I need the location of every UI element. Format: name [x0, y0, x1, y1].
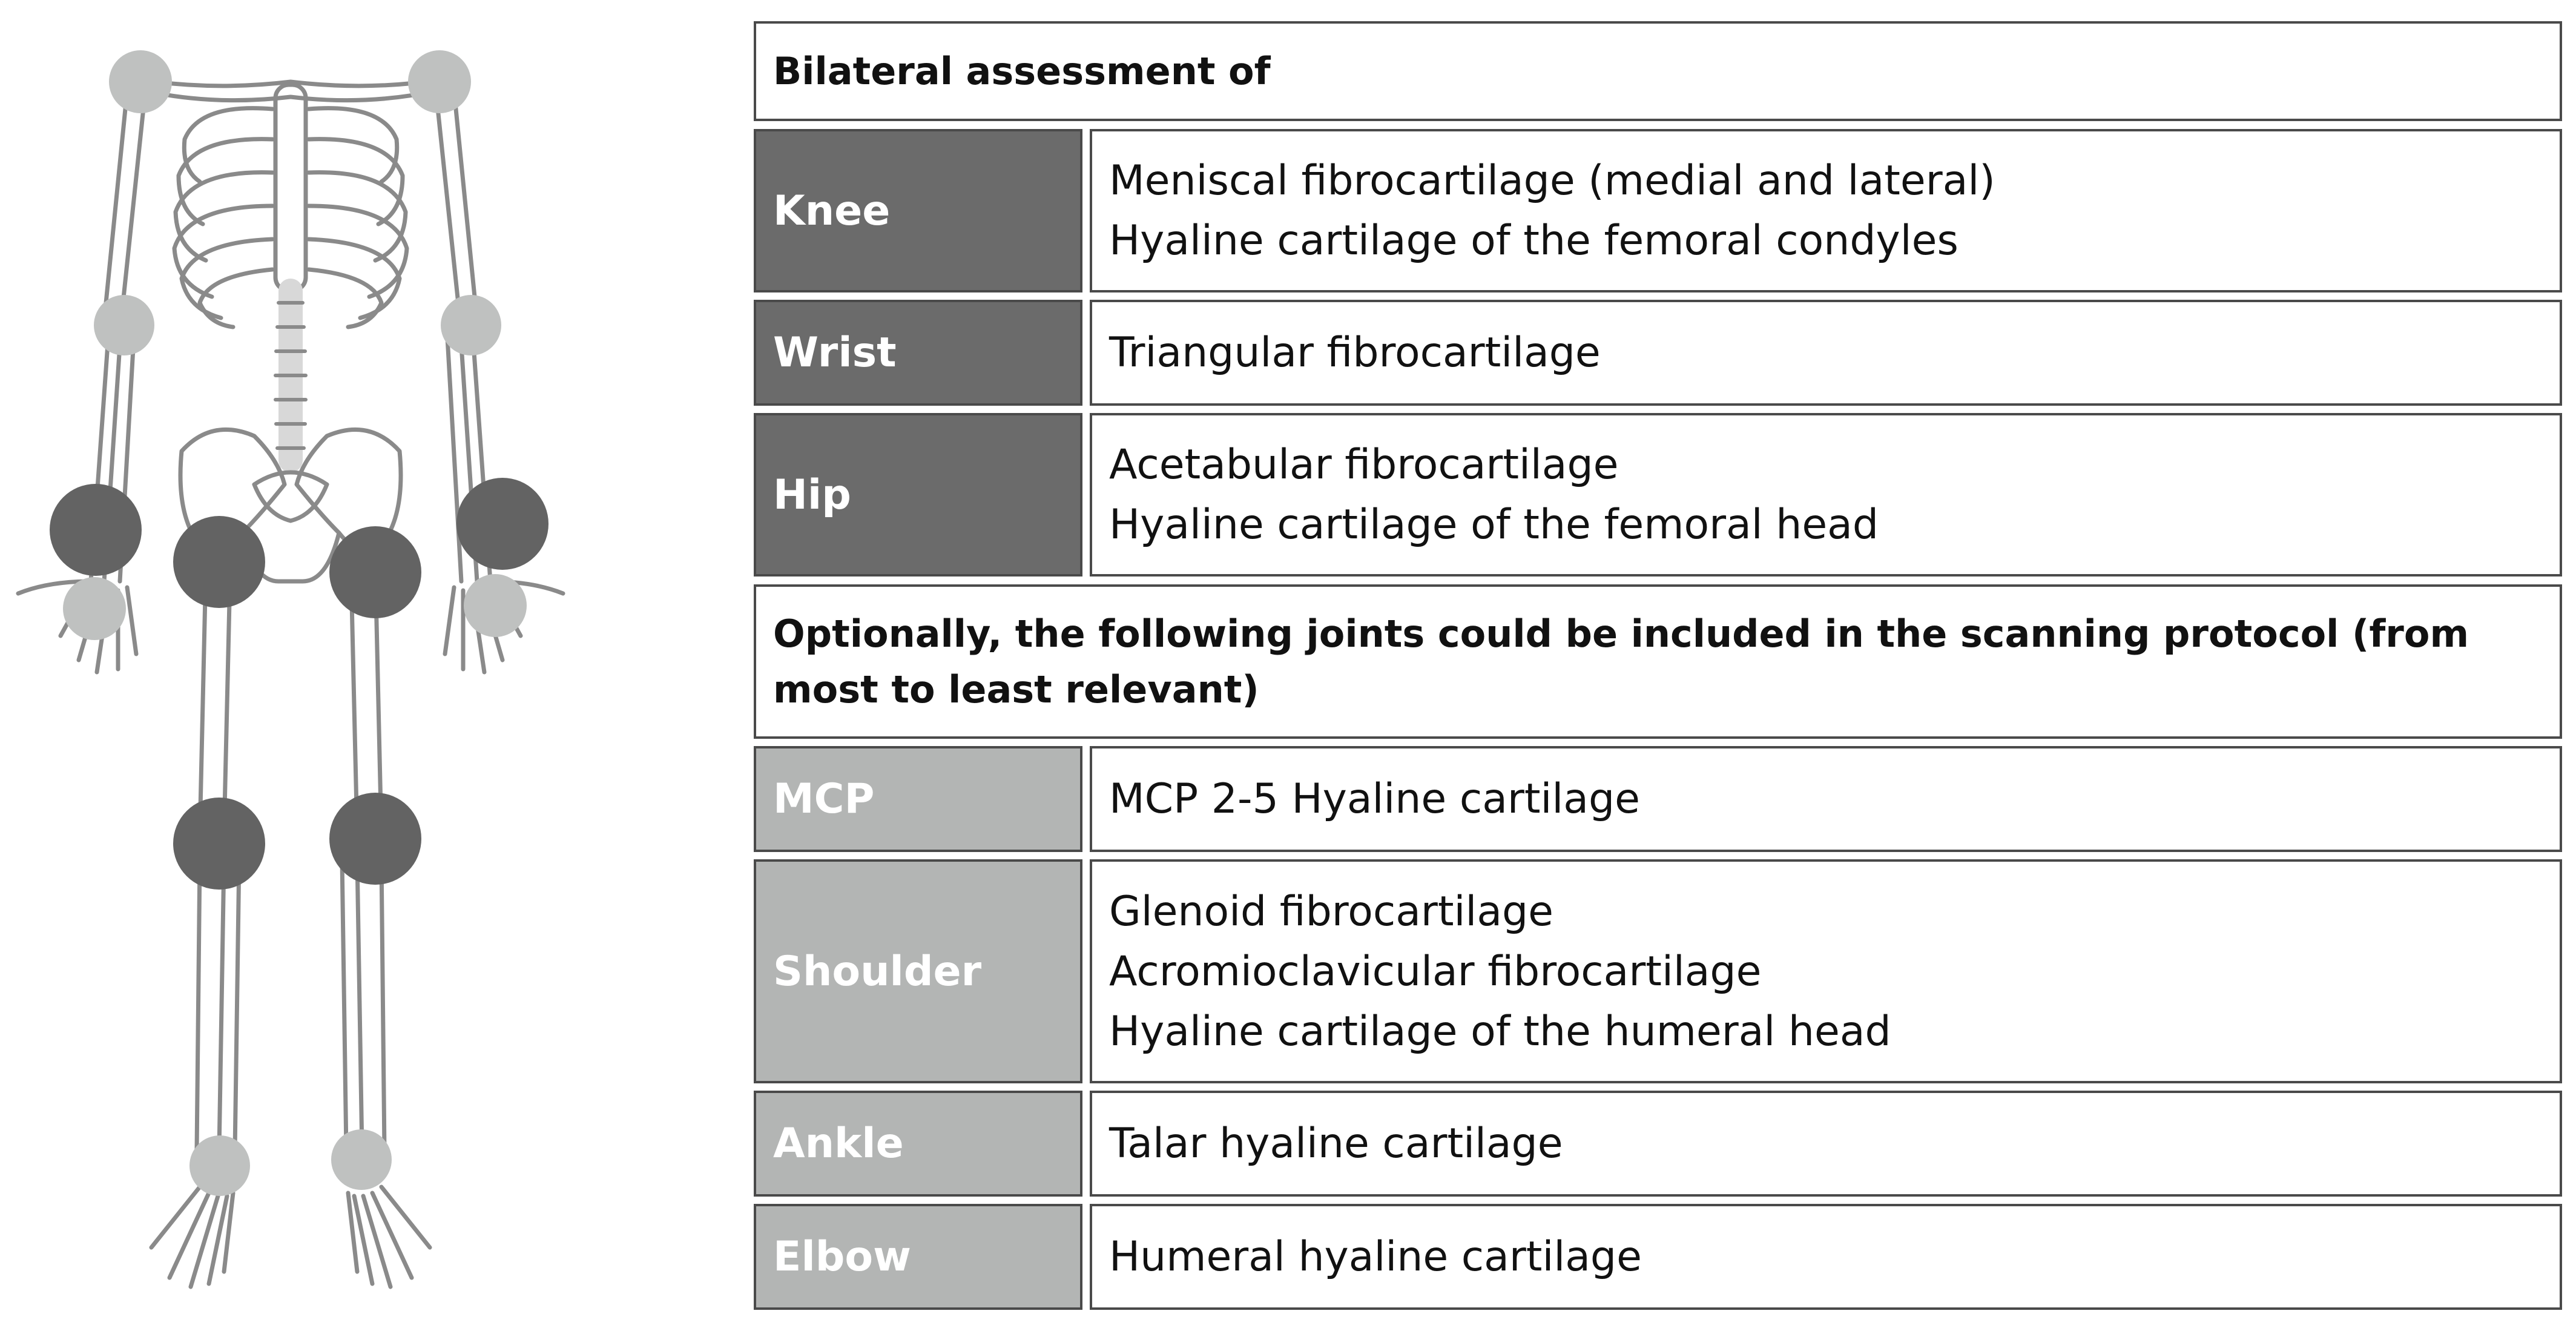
joint-description-shoulder — [1090, 859, 2562, 1083]
mcp-marker-right — [464, 574, 527, 637]
hip-marker-right — [329, 526, 421, 618]
header-optional: Optionally, the following joints could be included in the scanning protocol (from most to least relevant) — [754, 584, 2562, 739]
description-line: Hyaline cartilage of the humeral head — [1109, 1007, 1891, 1055]
description-line: Hyaline cartilage of the femoral head — [1109, 501, 1879, 549]
joint-description-mcp — [1090, 746, 2562, 852]
assessment-table — [754, 21, 2562, 1310]
description-line: Triangular fibrocartilage — [1109, 329, 1601, 377]
joint-label-shoulder: Shoulder — [754, 859, 1082, 1083]
mcp-marker-left — [63, 577, 126, 640]
description-line: Meniscal fibrocartilage (medial and lateral) — [1109, 157, 1995, 205]
joint-label-elbow: Elbow — [754, 1204, 1082, 1310]
table-row-elbow — [754, 1204, 2562, 1310]
description-line: Hyaline cartilage of the femoral condyles — [1109, 217, 1958, 265]
description-line: Talar hyaline cartilage — [1109, 1120, 1563, 1168]
primary-joint-markers — [50, 478, 548, 890]
table-row-mcp — [754, 746, 2562, 852]
hip-marker-left — [173, 516, 265, 608]
description-line: Acetabular fibrocartilage — [1109, 441, 1619, 489]
table-row-wrist — [754, 300, 2562, 406]
description-line: Humeral hyaline cartilage — [1109, 1233, 1642, 1281]
joint-label-wrist: Wrist — [754, 300, 1082, 406]
joint-label-hip: Hip — [754, 413, 1082, 576]
joint-description-knee — [1090, 129, 2562, 292]
joint-description-wrist — [1090, 300, 2562, 406]
wrist-marker-right — [456, 478, 548, 570]
joint-description-hip — [1090, 413, 2562, 576]
ankle-marker-left — [189, 1135, 250, 1196]
wrist-marker-left — [50, 484, 142, 576]
description-line: Acromioclavicular fibrocartilage — [1109, 947, 1762, 996]
table-row-ankle — [754, 1091, 2562, 1197]
knee-marker-right — [329, 793, 421, 885]
joint-description-ankle — [1090, 1091, 2562, 1197]
ankle-marker-right — [331, 1129, 392, 1190]
header-row-optional — [754, 584, 2562, 739]
elbow-marker-right — [441, 295, 501, 355]
table-row-hip — [754, 413, 2562, 576]
skeleton-figure — [0, 0, 672, 1328]
elbow-marker-left — [94, 295, 154, 355]
header-primary: Bilateral assessment of — [754, 21, 2562, 121]
shoulder-marker-left — [109, 50, 172, 113]
table-row-shoulder — [754, 859, 2562, 1083]
description-line: Glenoid fibrocartilage — [1109, 887, 1553, 936]
table-row-knee — [754, 129, 2562, 292]
skeleton-outline — [18, 80, 563, 1287]
joint-label-knee: Knee — [754, 129, 1082, 292]
joint-description-elbow — [1090, 1204, 2562, 1310]
shoulder-marker-right — [408, 50, 471, 113]
description-line: MCP 2-5 Hyaline cartilage — [1109, 775, 1640, 823]
joint-label-ankle: Ankle — [754, 1091, 1082, 1197]
header-row-primary — [754, 21, 2562, 121]
joint-label-mcp: MCP — [754, 746, 1082, 852]
knee-marker-left — [173, 798, 265, 890]
